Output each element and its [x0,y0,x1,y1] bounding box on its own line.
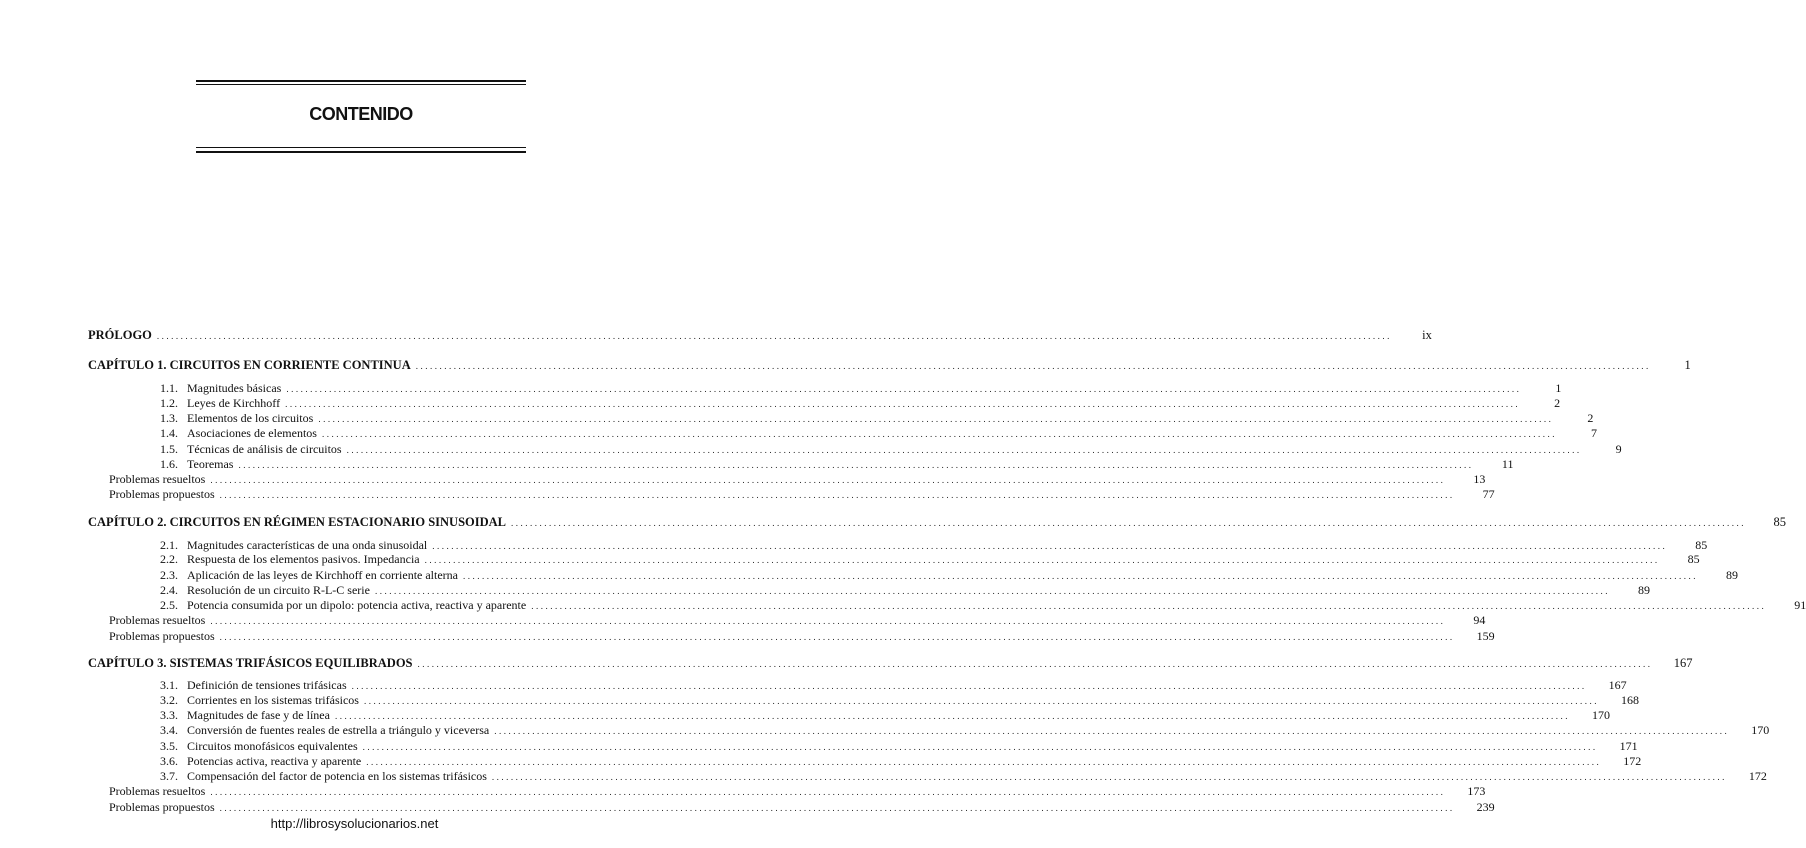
toc-entry-page: 85 [1773,515,1787,529]
toc-entry-page: 77 [1482,487,1495,501]
toc-entry-section [160,441,1622,457]
dot-leader: .................................................................................................................................................................................................................................................................... [374,586,1610,596]
toc-entry-text: Elementos de los circuitos [187,411,314,425]
toc-entry-text: Problemas resueltos [109,613,206,627]
toc-entry-text: Conversión de fuentes reales de estrella a triángulo y viceversa [187,723,490,737]
dot-leader: .................................................................................................................................................................................................................................................................... [415,361,1651,371]
toc-entry-text: Problemas resueltos [109,472,206,486]
toc-entry-text: Circuitos monofásicos equivalentes [187,739,358,753]
toc-entry-problems [109,486,1495,502]
toc-entry-number: 1.2. [160,396,178,410]
dot-leader: .................................................................................................................................................................................................................................................................... [351,681,1587,691]
toc-entry-label [160,677,347,693]
toc-entry-chapter [88,514,1787,530]
toc-entry-label [160,692,359,708]
dot-leader: .................................................................................................................................................................................................................................................................... [463,571,1698,581]
title-rule-bottom [196,151,526,153]
toc-entry-section [160,722,1770,738]
toc-entry-section [160,597,1806,613]
dot-leader: .................................................................................................................................................................................................................................................................... [363,696,1599,706]
toc-entry-label [160,707,330,723]
toc-entry-number: 2.4. [160,583,178,597]
toc-entry-section [160,582,1650,598]
dot-leader: .................................................................................................................................................................................................................................................................... [318,414,1554,424]
toc-entry-label [88,357,411,373]
toc-entry-number: 2.3. [160,568,178,582]
toc-entry-page: 89 [1726,568,1738,582]
toc-entry-page: 1 [1555,381,1562,395]
page-title: CONTENIDO [309,104,413,124]
dot-leader: .................................................................................................................................................................................................................................................................... [321,429,1557,439]
toc-entry-page: 85 [1687,552,1700,566]
toc-entry-section [160,425,1597,441]
toc-entry-section [160,692,1639,708]
toc-entry-section [160,753,1642,769]
toc-entry-text: Magnitudes características de una onda sinusoidal [187,538,428,552]
toc-entry-page: 172 [1748,769,1767,783]
toc-entry-label [160,395,280,411]
toc-entry-page: 167 [1608,678,1627,692]
title-rule-top-thin [196,84,526,85]
toc-entry-number: 2.5. [160,598,178,612]
toc-entry-label [160,738,358,754]
dot-leader: .................................................................................................................................................................................................................................................................... [219,803,1455,813]
dot-leader: .................................................................................................................................................................................................................................................................... [346,445,1582,455]
toc-entry-label [160,410,313,426]
toc-entry-page: 7 [1590,426,1597,440]
dot-leader: .................................................................................................................................................................................................................................................................... [210,787,1446,797]
toc-entry-section [160,410,1594,426]
footer-url-link[interactable]: http://librosysolucionarios.net [270,816,439,831]
toc-entry-page: 167 [1673,656,1693,670]
toc-entry-section [160,738,1638,754]
toc-entry-number: 1.6. [160,457,178,471]
toc-entry-page: 2 [1554,396,1561,410]
dot-leader: .................................................................................................................................................................................................................................................................... [286,384,1522,394]
toc-entry-text: Problemas propuestos [109,800,215,814]
toc-entry-label [160,597,526,613]
toc-entry-text: Teoremas [187,457,234,471]
dot-leader: .................................................................................................................................................................................................................................................................... [362,742,1598,752]
toc-entry-number: 1.4. [160,426,178,440]
toc-entry-text: Problemas propuestos [109,629,215,643]
toc-entry-problems [109,471,1486,487]
toc-entry-section [160,380,1562,396]
toc-entry-problems [109,783,1486,799]
toc-entry-text: CAPÍTULO 3. SISTEMAS TRIFÁSICOS EQUILIBRADOS [88,656,413,670]
dot-leader: .................................................................................................................................................................................................................................................................... [238,460,1474,470]
toc-entry-label [160,380,281,396]
toc-entry-text: Magnitudes básicas [187,381,282,395]
toc-entry-label [160,768,487,784]
toc-entry-label [160,456,233,472]
toc-entry-number: 3.1. [160,678,178,692]
dot-leader: .................................................................................................................................................................................................................................................................... [417,659,1653,669]
toc-entry-label [160,582,370,598]
dot-leader: .................................................................................................................................................................................................................................................................... [156,331,1392,341]
toc-entry-label [109,471,205,487]
toc-entry-label [109,628,215,644]
toc-entry-page: 94 [1473,613,1486,627]
toc-entry-label [88,514,506,530]
toc-entry-text: Problemas resueltos [109,784,206,798]
dot-leader: .................................................................................................................................................................................................................................................................... [531,601,1767,611]
toc-entry-section [160,456,1514,472]
toc-entry-number: 3.2. [160,693,178,707]
dot-leader: .................................................................................................................................................................................................................................................................... [210,475,1446,485]
toc-entry-page: 168 [1620,693,1639,707]
toc-entry-page: 85 [1695,538,1708,552]
toc-entry-text: Respuesta de los elementos pasivos. Impedancia [187,552,420,566]
toc-entry-text: PRÓLOGO [88,328,152,342]
toc-entry-label [160,722,489,738]
toc-entry-number: 3.4. [160,723,178,737]
toc-entry-text: Problemas propuestos [109,487,215,501]
toc-entry-label [160,567,458,583]
toc-entry-page: ix [1422,328,1432,342]
toc-entry-label [109,799,215,815]
dot-leader: .................................................................................................................................................................................................................................................................... [511,518,1747,528]
toc-entry-text: Leyes de Kirchhoff [187,396,281,410]
dot-leader: .................................................................................................................................................................................................................................................................... [334,711,1570,721]
toc-entry-text: Aplicación de las leyes de Kirchhoff en corriente alterna [187,568,458,582]
toc-entry-page: 1 [1684,358,1691,372]
dot-leader: .................................................................................................................................................................................................................................................................... [210,616,1446,626]
toc-entry-chapter [88,655,1693,671]
toc-entry-number: 3.6. [160,754,178,768]
toc-entry-page: 239 [1476,800,1495,814]
toc-entry-number: 2.2. [160,552,178,566]
dot-leader: .................................................................................................................................................................................................................................................................... [285,399,1521,409]
toc-entry-problems [109,799,1495,815]
toc-entry-chapter [88,327,1432,343]
toc-entry-text: Magnitudes de fase y de línea [187,708,330,722]
dot-leader: .................................................................................................................................................................................................................................................................... [219,490,1455,500]
toc-entry-page: 13 [1473,472,1486,486]
toc-entry-label [160,551,420,567]
toc-entry-number: 3.5. [160,739,178,753]
toc-entry-text: Técnicas de análisis de circuitos [187,442,342,456]
toc-entry-page: 2 [1587,411,1594,425]
toc-entry-number: 3.3. [160,708,178,722]
toc-entry-text: Potencia consumida por un dipolo: potencia activa, reactiva y aparente [187,598,527,612]
toc-entry-text: Asociaciones de elementos [187,426,317,440]
toc-entry-label [109,612,205,628]
dot-leader: .................................................................................................................................................................................................................................................................... [494,726,1730,736]
toc-entry-page: 170 [1751,723,1770,737]
toc-entry-page: 173 [1467,784,1486,798]
title-rule-bottom-thin [196,147,526,148]
toc-entry-section [160,677,1627,693]
toc-entry-label [88,655,413,671]
dot-leader: .................................................................................................................................................................................................................................................................... [366,757,1602,767]
dot-leader: .................................................................................................................................................................................................................................................................... [424,555,1660,565]
toc-entry-number: 2.1. [160,538,178,552]
dot-leader: .................................................................................................................................................................................................................................................................... [491,772,1727,782]
toc-entry-page: 11 [1501,457,1514,471]
toc-entry-page: 171 [1619,739,1638,753]
toc-entry-problems [109,628,1495,644]
toc-entry-text: Potencias activa, reactiva y aparente [187,754,362,768]
toc-entry-page: 159 [1476,629,1495,643]
title-rule-top [196,80,526,82]
toc-entry-label [160,425,317,441]
toc-entry-number: 3.7. [160,769,178,783]
toc-entry-number: 1.1. [160,381,178,395]
toc-entry-text: Compensación del factor de potencia en los sistemas trifásicos [187,769,487,783]
dot-leader: .................................................................................................................................................................................................................................................................... [219,632,1455,642]
toc-entry-section [160,707,1610,723]
toc-entry-section [160,567,1738,583]
toc-entry-text: Definición de tensiones trifásicas [187,678,347,692]
toc-entry-page: 9 [1615,442,1622,456]
toc-entry-section [160,395,1561,411]
toc-entry-section [160,768,1767,784]
toc-entry-page: 170 [1591,708,1610,722]
toc-entry-number: 1.3. [160,411,178,425]
toc-entry-page: 89 [1637,583,1650,597]
toc-entry-text: Corrientes en los sistemas trifásicos [187,693,359,707]
toc-entry-text: CAPÍTULO 2. CIRCUITOS EN RÉGIMEN ESTACIONARIO SINUSOIDAL [88,515,507,529]
toc-entry-page: 91 [1794,598,1806,612]
toc-entry-chapter [88,357,1691,373]
toc-entry-label [88,327,152,343]
toc-entry-label [160,753,361,769]
toc-entry-text: Resolución de un circuito R-L-C serie [187,583,370,597]
toc-entry-label [109,783,205,799]
toc-entry-problems [109,612,1486,628]
toc-entry-text: CAPÍTULO 1. CIRCUITOS EN CORRIENTE CONTINUA [88,358,411,372]
dot-leader: .................................................................................................................................................................................................................................................................... [432,541,1668,551]
toc-entry-label [109,486,215,502]
toc-entry-label [160,441,342,457]
toc-entry-number: 1.5. [160,442,178,456]
toc-entry-page: 172 [1623,754,1642,768]
toc-entry-section [160,551,1700,567]
